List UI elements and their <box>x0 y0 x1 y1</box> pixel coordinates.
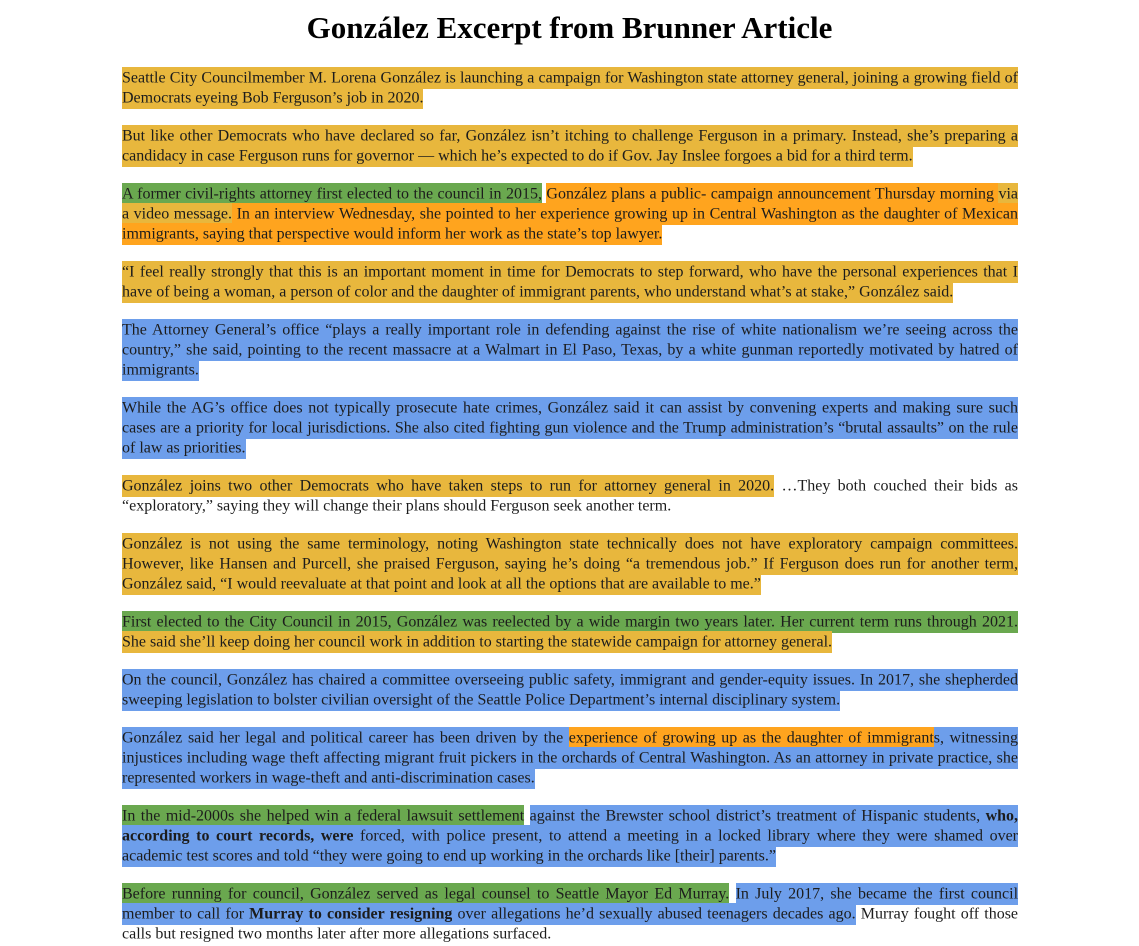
page-title: González Excerpt from Brunner Article <box>306 10 833 45</box>
paragraph <box>122 534 1018 594</box>
highlighted-text-green: In the mid-2000s she helped win a federal lawsuit settlement <box>122 805 524 827</box>
highlighted-text-blue: The Attorney General’s office “plays a really important role in defending against the rise of white nationalism we’re seeing across the country,” she said, pointing to the recent massacre at a Walmart in El Paso, Texas, by a white gunman reportedly motivated by hatred of immigrants. <box>122 319 1018 381</box>
paragraph <box>122 398 1018 458</box>
paragraph <box>122 612 1018 652</box>
highlighted-text-orange: González plans a public- campaign announcement Thursday morning <box>546 183 998 205</box>
highlighted-text-blue: forced, with police present, to attend a meeting in a locked library where they were shamed over academic test scores and told “they were going to end up working in the orchards like [their] parents.” <box>122 825 1018 867</box>
highlighted-text-green: First elected to the City Council in 2015, González was reelected by a wide margin two years later. Her current term runs through 2021. <box>122 611 1018 633</box>
paragraph <box>122 670 1018 710</box>
highlighted-text-yellow: González joins two other Democrats who have taken steps to run for attorney general in 2020. <box>122 475 774 497</box>
highlighted-text-yellow: via a video message. <box>122 183 1018 225</box>
highlighted-text-yellow: But like other Democrats who have declared so far, González isn’t itching to challenge Ferguson in a primary. Instead, she’s preparing a candidacy in case Ferguson runs for governor — which he’s expected to do if Gov. Jay Inslee forgoes a bid for a third term. <box>122 125 1018 167</box>
plain-text <box>524 805 529 827</box>
article-body <box>122 68 1018 944</box>
paragraph <box>122 126 1018 166</box>
paragraph <box>122 806 1018 866</box>
highlighted-text-yellow: “I feel really strongly that this is an important moment in time for Democrats to step forward, who have the personal experiences that I have of being a woman, a person of color and the daughter of immigrant parents, who understand what’s at stake,” González said. <box>122 261 1018 303</box>
highlighted-text-blue: González said her legal and political career has been driven by the <box>122 727 569 749</box>
highlighted-text-blue: In July 2017, she became the first council member to call for <box>122 883 1018 925</box>
paragraph <box>122 476 1018 516</box>
paragraph <box>122 728 1018 788</box>
paragraph <box>122 320 1018 380</box>
paragraph <box>122 68 1018 108</box>
highlighted-text-blue: s, witnessing injustices including wage theft affecting migrant fruit pickers in the orchards of Central Washington. As an attorney in private practice, she represented workers in wage-theft and anti-discrimination cases. <box>122 727 1018 789</box>
highlighted-text-blue: over allegations he’d sexually abused teenagers decades ago. <box>452 903 855 925</box>
highlighted-text-blue: Murray to consider resigning <box>249 903 452 925</box>
plain-text: Murray fought off those calls but resigned two months later after more allegations surfaced. <box>122 905 1019 942</box>
highlighted-text-yellow: Seattle City Councilmember M. Lorena González is launching a campaign for Washington state attorney general, joining a growing field of Democrats eyeing Bob Ferguson’s job in 2020. <box>122 67 1018 109</box>
paragraph <box>122 184 1018 244</box>
plain-text: …They both couched their bids as “exploratory,” saying they will change their plans should Ferguson seek another term. <box>122 477 1018 514</box>
highlighted-text-blue: On the council, González has chaired a committee overseeing public safety, immigrant and gender-equity issues. In 2017, she shepherded sweeping legislation to bolster civilian oversight of the Seattle Police Department’s internal disciplinary system. <box>122 669 1018 711</box>
highlighted-text-blue: who, according to court records, were <box>122 805 1018 847</box>
highlighted-text-blue: against the Brewster school district’s treatment of Hispanic students, <box>530 805 986 827</box>
highlighted-text-green: A former civil-rights attorney first elected to the council in 2015, <box>122 183 542 205</box>
highlighted-text-green: Before running for council, González served as legal counsel to Seattle Mayor Ed Murray. <box>122 883 729 905</box>
plain-text <box>729 883 735 905</box>
highlighted-text-blue: While the AG’s office does not typically prosecute hate crimes, González said it can assist by convening experts and making sure such cases are a priority for local jurisdictions. She also cited fighting gun violence and the Trump administration’s “brutal assaults” on the rule of law as priorities. <box>122 397 1018 459</box>
paragraph <box>122 262 1018 302</box>
highlighted-text-yellow: She said she’ll keep doing her council work in addition to starting the statewide campaign for attorney general. <box>122 631 832 653</box>
highlighted-text-orange: experience of growing up as the daughter of immigrant <box>569 727 934 749</box>
paragraph <box>122 884 1018 944</box>
highlighted-text-yellow: González is not using the same terminology, noting Washington state technically does not have exploratory campaign committees. However, like Hansen and Purcell, she praised Ferguson, saying he’s doing “a tremendous job.” If Ferguson does run for another term, González said, “I would reevaluate at that point and look at all the options that are available to me.” <box>122 533 1018 595</box>
highlighted-text-orange: In an interview Wednesday, she pointed to her experience growing up in Central Washington as the daughter of Mexican immigrants, saying that perspective would inform her work as the state’s top lawyer. <box>122 203 1018 245</box>
